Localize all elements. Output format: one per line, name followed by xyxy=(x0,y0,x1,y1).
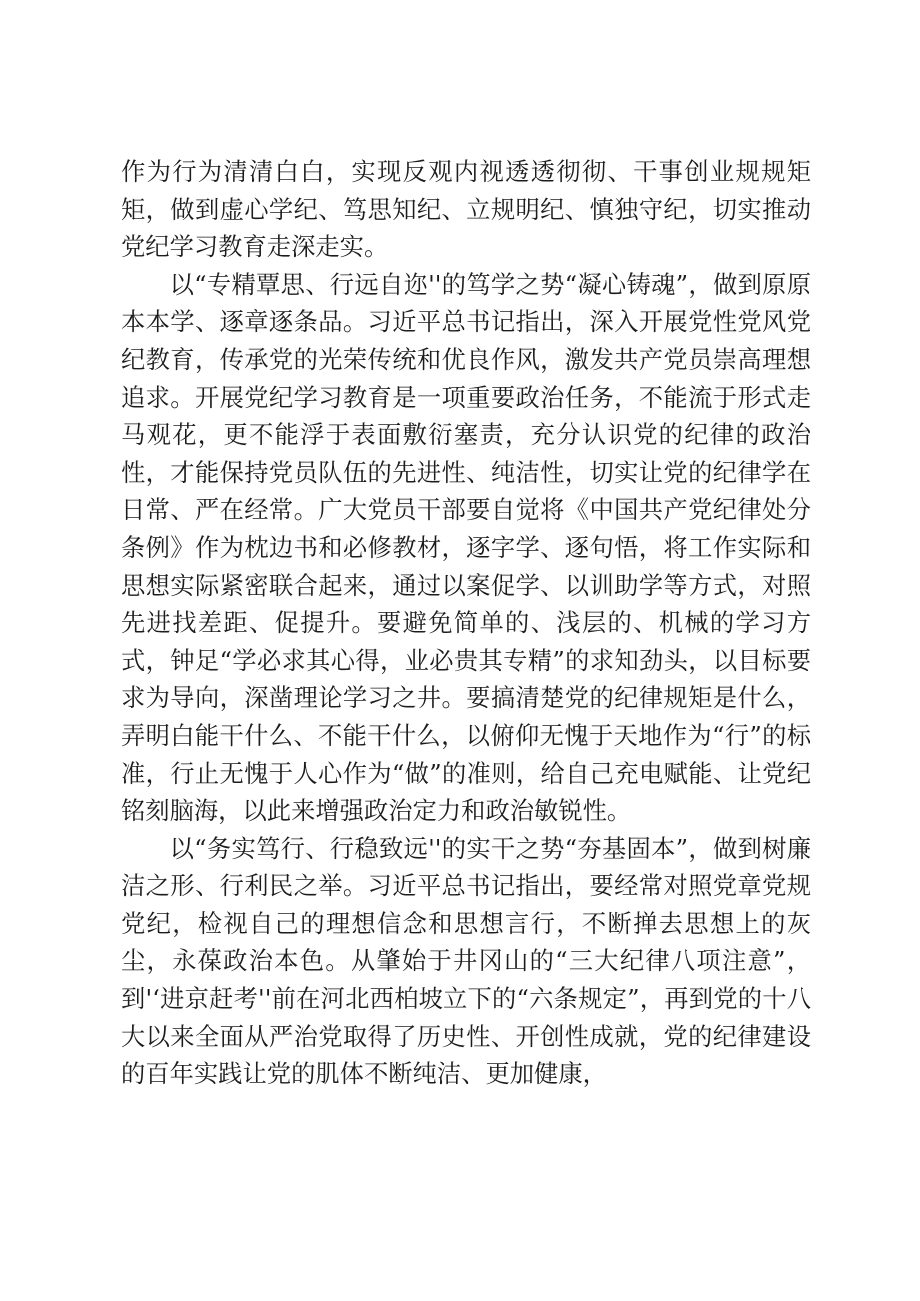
document-body xyxy=(121,153,811,1093)
paragraph-practice: 以“务实笃行、行稳致远''的实干之势“夯基固本”，做到树廉洁之形、行利民之举。习近平总书记指出，要经常对照党章党规党纪，检视自己的理想信念和思想言行，不断掸去思想上的灰尘，永葆政治本色。从肇始于井冈山的“三大纪律八项注意”，到'‘进京赶考''前在河北西柏坡立下的“六条规定”，再到党的十八大以来全面从严治党取得了历史性、开创性成就，党的纪律建设的百年实践让党的肌体不断纯洁、更加健康， xyxy=(121,833,811,1089)
paragraph-continuation: 作为行为清清白白，实现反观内视透透彻彻、干事创业规规矩矩，做到虚心学纪、笃思知纪、立规明纪、慎独守纪，切实推动党纪学习教育走深走实。 xyxy=(121,157,811,262)
paragraph-study: 以“专精覃思、行远自迩''的笃学之势“凝心铸魂”，做到原原本本学、逐章逐条品。习近平总书记指出，深入开展党性党风党纪教育，传承党的光荣传统和优良作风，激发共产党员崇高理想追求。开展党纪学习教育是一项重要政治任务，不能流于形式走马观花，更不能浮于表面敷衍塞责，充分认识党的纪律的政治性，才能保持党员队伍的先进性、纯洁性，切实让党的纪律学在日常、严在经常。广大党员干部要自觉将《中国共产党纪律处分条例》作为枕边书和必修教材，逐字学、逐句悟，将工作实际和思想实际紧密联合起来，通过以案促学、以训助学等方式，对照先进找差距、促提升。要避免简单的、浅层的、机械的学习方式，钟足“学必求其心得，业必贵其专精”的求知劲头，以目标要求为导向，深凿理论学习之井。要搞清楚党的纪律规矩是什么，弄明白能干什么、不能干什么，以俯仰无愧于天地作为“行”的标准，行止无愧于人心作为“做”的准则，给自己充电赋能、让党纪铭刻脑海，以此来增强政治定力和政治敏锐性。 xyxy=(121,269,811,826)
